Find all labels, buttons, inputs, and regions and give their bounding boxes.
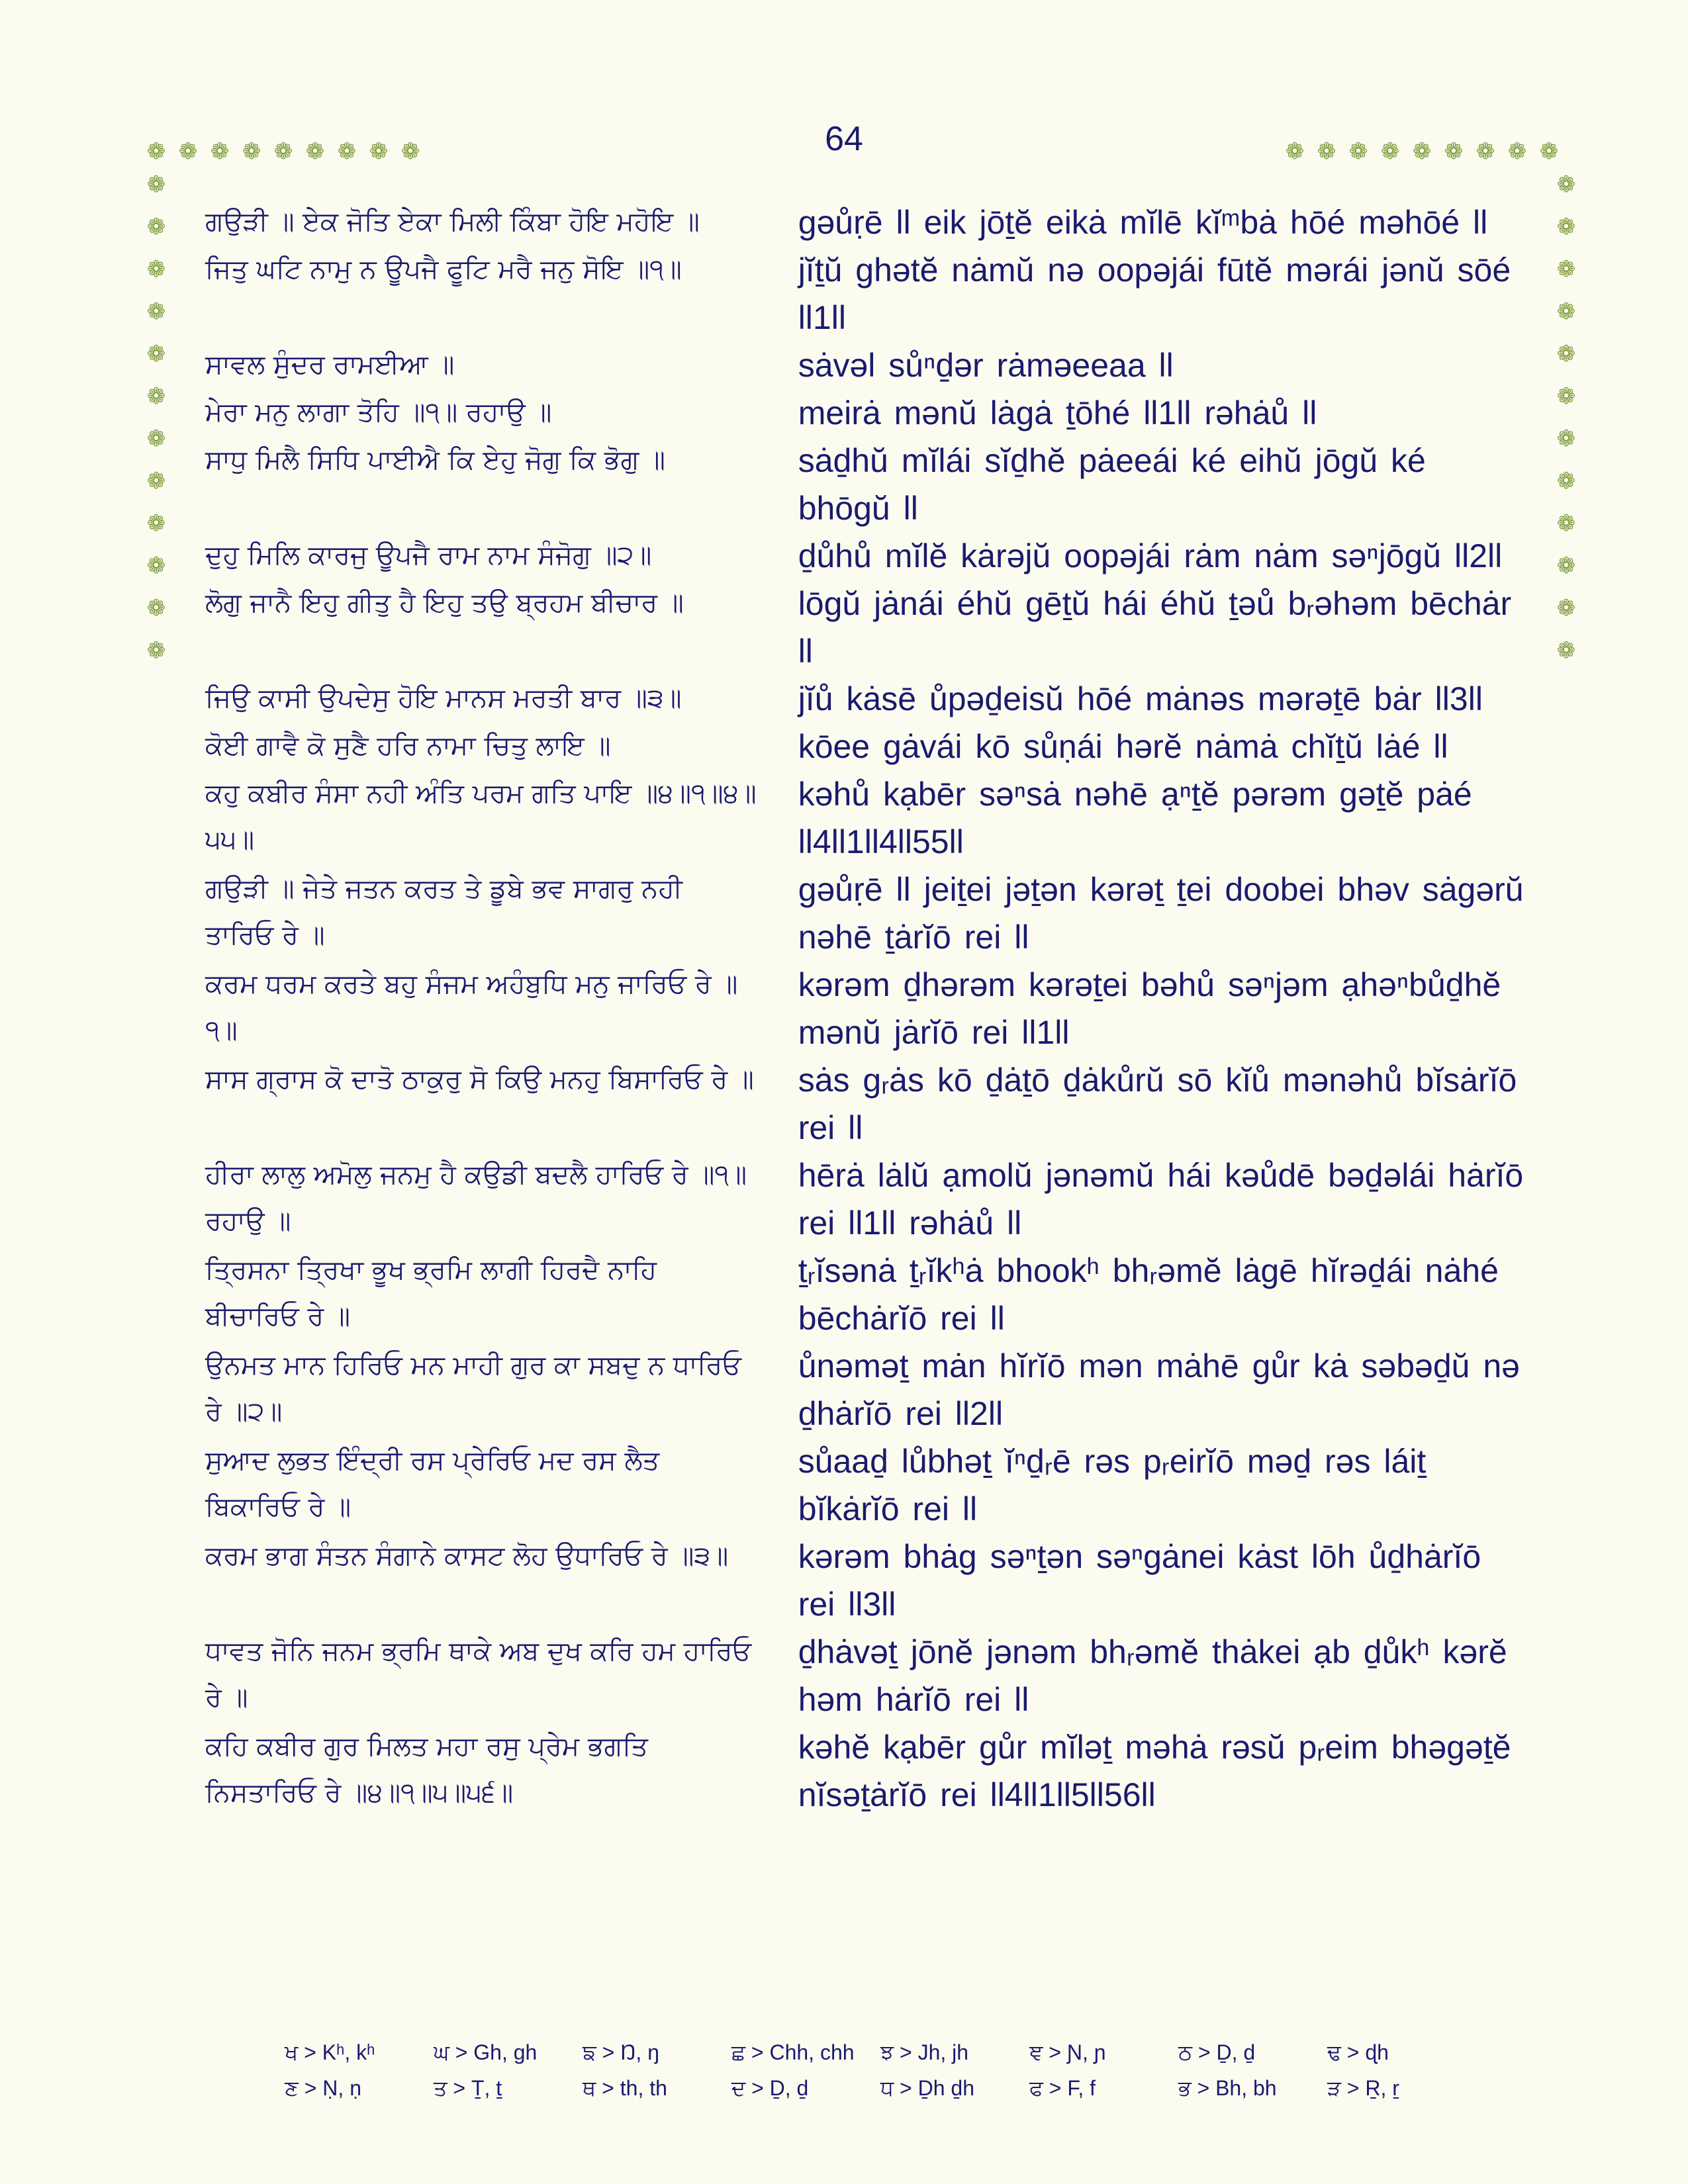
flower-ornament-icon: ❁ bbox=[273, 139, 293, 164]
legend-item: ਙ > Ŋ, ŋ bbox=[583, 2040, 659, 2064]
transliteration-line: lōgŭ jȧnái éhŭ gēṯŭ hái éhŭ ṯəů bᵣəhəm bēchȧr ll bbox=[798, 585, 1512, 670]
transliteration-line: kəhĕ kạbēr gůr mĭləṯ məhȧ rəsŭ pᵣeim bhəgəṯĕ nĭsəṯȧrĭō rei ll4ll1ll5ll56ll bbox=[798, 1729, 1511, 1813]
flower-ornament-icon: ❁ bbox=[337, 139, 357, 164]
flower-ornament-icon: ❁ bbox=[146, 139, 166, 164]
transliteration-line: sȧs gᵣȧs kō ḏȧṯō ḏȧkůrŭ sō kĭů mənəhů bĭsȧrĭō rei ll bbox=[798, 1062, 1517, 1146]
gurmukhi-line: ਮੇਰਾ ਮਨੁ ਲਾਗਾ ਤੋਹਿ ॥੧॥ ਰਹਾਉ ॥ bbox=[205, 397, 552, 428]
flower-ornament-icon: ❁ bbox=[1285, 139, 1305, 164]
verse-row bbox=[205, 1152, 1529, 1247]
legend-item: ਞ > Ɲ, ɲ bbox=[1029, 2040, 1106, 2064]
transliteration-line: kəhů kạbēr səⁿsȧ nəhē ạⁿṯĕ pərəm gəṯĕ pȧé ll4ll1ll4ll55ll bbox=[798, 776, 1472, 860]
flower-ornament-icon: ❁ bbox=[1556, 426, 1576, 451]
verse-row bbox=[205, 961, 1529, 1056]
flower-ornament-icon: ❁ bbox=[210, 139, 230, 164]
verse-row bbox=[205, 1342, 1529, 1437]
page-number: 64 bbox=[825, 120, 863, 158]
transliteration-line: kərəm bhȧg səⁿṯən səⁿgȧnei kȧst lōh ůḏhȧrĭō rei ll3ll bbox=[798, 1538, 1481, 1623]
flower-ornament-icon: ❁ bbox=[1317, 139, 1336, 164]
flower-ornament-icon: ❁ bbox=[369, 139, 389, 164]
transliteration-legend bbox=[285, 2035, 1476, 2107]
legend-item: ਠ > Ḏ, ḏ bbox=[1178, 2040, 1256, 2064]
legend-item: ਥ > th, th bbox=[583, 2076, 667, 2100]
flower-ornament-icon: ❁ bbox=[146, 384, 166, 409]
flower-ornament-icon: ❁ bbox=[1556, 511, 1576, 536]
verse-row bbox=[205, 341, 1529, 389]
flower-ornament-icon: ❁ bbox=[146, 469, 166, 494]
verse-row bbox=[205, 675, 1529, 723]
verse-row bbox=[205, 1056, 1529, 1152]
flower-ornament-icon: ❁ bbox=[146, 426, 166, 451]
legend-item: ਤ > Ṯ, ṯ bbox=[434, 2076, 502, 2100]
gurmukhi-line: ਜਿਤੁ ਘਟਿ ਨਾਮੁ ਨ ਊਪਜੈ ਫੂਟਿ ਮਰੈ ਜਨੁ ਸੋਇ ॥੧॥ bbox=[205, 254, 682, 285]
verse-row bbox=[205, 532, 1529, 580]
gurmukhi-line: ਲੋਗੁ ਜਾਨੈ ਇਹੁ ਗੀਤੁ ਹੈ ਇਹੁ ਤਉ ਬ੍ਰਹਮ ਬੀਚਾਰ ॥ bbox=[205, 588, 684, 618]
flower-ornament-icon: ❁ bbox=[400, 139, 420, 164]
verse-row bbox=[205, 389, 1529, 437]
gurmukhi-line: ਧਾਵਤ ਜੋਨਿ ਜਨਮ ਭ੍ਰਮਿ ਥਾਕੇ ਅਬ ਦੁਖ ਕਰਿ ਹਮ ਹਾਰਿਓ ਰੇ ॥ bbox=[205, 1636, 752, 1713]
transliteration-line: kərəm ḏhərəm kərəṯei bəhů səⁿjəm ạhəⁿbůḏhĕ mənŭ jȧrĭō rei ll1ll bbox=[798, 966, 1501, 1051]
flower-ornament-icon: ❁ bbox=[1556, 596, 1576, 621]
flower-ornament-icon: ❁ bbox=[146, 257, 166, 282]
legend-item: ਭ > Bh, bh bbox=[1178, 2076, 1277, 2100]
transliteration-line: ḏhȧvəṯ jōnĕ jənəm bhᵣəmĕ thȧkei ạb ḏůkʰ kərĕ həm hȧrĭō rei ll bbox=[798, 1633, 1507, 1718]
verse-row bbox=[205, 723, 1529, 770]
transliteration-line: gəůṛē ll eik jōṯĕ eikȧ mĭlē kĭᵐbȧ hōé məhōé ll bbox=[798, 204, 1488, 241]
left-ornament bbox=[142, 171, 170, 679]
top-right-ornament bbox=[1281, 138, 1567, 165]
transliteration-line: ůnəməṯ mȧn hĭrĭō mən mȧhē gůr kȧ səbəḏŭ nə ḏhȧrĭō rei ll2ll bbox=[798, 1347, 1520, 1432]
flower-ornament-icon: ❁ bbox=[1380, 139, 1400, 164]
gurmukhi-line: ਕਹੁ ਕਬੀਰ ਸੰਸਾ ਨਹੀ ਅੰਤਿ ਪਰਮ ਗਤਿ ਪਾਇ ॥੪॥੧॥੪॥੫੫॥ bbox=[205, 778, 757, 855]
flower-ornament-icon: ❁ bbox=[146, 596, 166, 621]
transliteration-line: sȧvəl sůⁿḏər rȧməeeaa ll bbox=[798, 347, 1174, 384]
transliteration-line: jĭṯŭ ghətĕ nȧmŭ nə oopəjái fūtĕ mərái jənŭ sōé ll1ll bbox=[798, 251, 1511, 336]
verse-row bbox=[205, 866, 1529, 961]
verse-row bbox=[205, 1533, 1529, 1628]
flower-ornament-icon: ❁ bbox=[1556, 257, 1576, 282]
flower-ornament-icon: ❁ bbox=[1348, 139, 1368, 164]
gurmukhi-line: ਹੀਰਾ ਲਾਲੁ ਅਮੋਲੁ ਜਨਮੁ ਹੈ ਕਉਡੀ ਬਦਲੈ ਹਾਰਿਓ ਰੇ ॥੧॥ ਰਹਾਉ ॥ bbox=[205, 1160, 747, 1236]
verse-row bbox=[205, 1628, 1529, 1723]
flower-ornament-icon: ❁ bbox=[1539, 139, 1559, 164]
legend-item: ਘ > Gh, gh bbox=[434, 2040, 538, 2064]
transliteration-line: jĭů kȧsē ůpəḏeisŭ hōé mȧnəs mərəṯē bȧr ll3ll bbox=[798, 680, 1483, 717]
flower-ornament-icon: ❁ bbox=[178, 139, 198, 164]
flower-ornament-icon: ❁ bbox=[1556, 553, 1576, 578]
legend-item: ਫ > F, f bbox=[1029, 2076, 1096, 2100]
flower-ornament-icon: ❁ bbox=[1556, 214, 1576, 240]
verse-row bbox=[205, 1247, 1529, 1342]
gurmukhi-line: ਸੁਆਦ ਲੁਭਤ ਇੰਦ੍ਰੀ ਰਸ ਪ੍ਰੇਰਿਓ ਮਦ ਰਸ ਲੈਤ ਬਿਕਾਰਿਓ ਰੇ ॥ bbox=[205, 1445, 660, 1522]
gurmukhi-line: ਗਉੜੀ ॥ ਜੇਤੇ ਜਤਨ ਕਰਤ ਤੇ ਡੂਬੇ ਭਵ ਸਾਗਰੁ ਨਹੀ ਤਾਰਿਓ ਰੇ ॥ bbox=[205, 874, 682, 950]
flower-ornament-icon: ❁ bbox=[146, 172, 166, 197]
flower-ornament-icon: ❁ bbox=[1556, 172, 1576, 197]
transliteration-line: sȧḏhŭ mĭlái sĭḏhĕ pȧeeái ké eihŭ jōgŭ ké bhōgŭ ll bbox=[798, 442, 1426, 527]
gurmukhi-line: ਦੁਹੁ ਮਿਲਿ ਕਾਰਜੁ ਊਪਜੈ ਰਾਮ ਨਾਮ ਸੰਜੋਗੁ ॥੨॥ bbox=[205, 540, 652, 570]
legend-row bbox=[285, 2035, 1476, 2071]
gurmukhi-line: ਕਰਮ ਧਰਮ ਕਰਤੇ ਬਹੁ ਸੰਜਮ ਅਹੰਬੁਧਿ ਮਨੁ ਜਾਰਿਓ ਰੇ ॥੧॥ bbox=[205, 969, 738, 1046]
transliteration-line: hērȧ lȧlŭ ạmolŭ jənəmŭ hái kəůdē bəḏəlái hȧrĭō rei ll1ll rəhȧů ll bbox=[798, 1157, 1524, 1242]
verses bbox=[205, 199, 1529, 1819]
flower-ornament-icon: ❁ bbox=[146, 299, 166, 324]
gurmukhi-line: ਸਾਧੁ ਮਿਲੈ ਸਿਧਿ ਪਾਈਐ ਕਿ ਏਹੁ ਜੋਗੁ ਕਿ ਭੋਗੁ ॥ bbox=[205, 445, 665, 475]
verse-row bbox=[205, 1723, 1529, 1819]
flower-ornament-icon: ❁ bbox=[1507, 139, 1527, 164]
legend-item: ੜ > Ṟ, ṟ bbox=[1327, 2076, 1399, 2100]
gurmukhi-line: ਕਹਿ ਕਬੀਰ ਗੁਰ ਮਿਲਤ ਮਹਾ ਰਸੁ ਪ੍ਰੇਮ ਭਗਤਿ ਨਿਸਤਾਰਿਓ ਰੇ ॥੪॥੧॥੫॥੫੬॥ bbox=[205, 1731, 648, 1808]
verse-row bbox=[205, 199, 1529, 246]
flower-ornament-icon: ❁ bbox=[1556, 638, 1576, 663]
legend-item: ਖ > Kʰ, kʰ bbox=[285, 2040, 375, 2064]
transliteration-line: meirȧ mənŭ lȧgȧ ṯōhé ll1ll rəhȧů ll bbox=[798, 394, 1317, 432]
verse-row bbox=[205, 770, 1529, 866]
legend-item: ਦ > Ḏ, ḏ bbox=[731, 2076, 809, 2100]
flower-ornament-icon: ❁ bbox=[146, 553, 166, 578]
flower-ornament-icon: ❁ bbox=[1556, 341, 1576, 367]
verse-row bbox=[205, 437, 1529, 532]
gurmukhi-line: ਤ੍ਰਿਸਨਾ ਤ੍ਰਿਖਾ ਭੂਖ ਭ੍ਰਮਿ ਲਾਗੀ ਹਿਰਦੈ ਨਾਹਿ ਬੀਚਾਰਿਓ ਰੇ ॥ bbox=[205, 1255, 657, 1332]
flower-ornament-icon: ❁ bbox=[1556, 299, 1576, 324]
flower-ornament-icon: ❁ bbox=[1556, 384, 1576, 409]
right-ornament bbox=[1552, 171, 1580, 679]
flower-ornament-icon: ❁ bbox=[1412, 139, 1432, 164]
transliteration-line: gəůṛē ll jeiṯei jəṯən kərəṯ ṯei doobei bhəv sȧgərŭ nəhē ṯȧrĭō rei ll bbox=[798, 871, 1524, 956]
flower-ornament-icon: ❁ bbox=[242, 139, 261, 164]
flower-ornament-icon: ❁ bbox=[146, 341, 166, 367]
top-left-ornament bbox=[142, 138, 428, 165]
flower-ornament-icon: ❁ bbox=[305, 139, 325, 164]
flower-ornament-icon: ❁ bbox=[1476, 139, 1495, 164]
legend-row bbox=[285, 2071, 1476, 2107]
gurmukhi-line: ਉਨਮਤ ਮਾਨ ਹਿਰਿਓ ਮਨ ਮਾਹੀ ਗੁਰ ਕਾ ਸਬਦੁ ਨ ਧਾਰਿਓ ਰੇ ॥੨॥ bbox=[205, 1350, 741, 1427]
gurmukhi-line: ਸਾਵਲ ਸੁੰਦਰ ਰਾਮਈਆ ॥ bbox=[205, 349, 455, 380]
gurmukhi-line: ਕੋਈ ਗਾਵੈ ਕੋ ਸੁਣੈ ਹਰਿ ਨਾਮਾ ਚਿਤੁ ਲਾਇ ॥ bbox=[205, 731, 611, 761]
flower-ornament-icon: ❁ bbox=[1444, 139, 1464, 164]
flower-ornament-icon: ❁ bbox=[146, 511, 166, 536]
gurmukhi-line: ਸਾਸ ਗ੍ਰਾਸ ਕੋ ਦਾਤੋ ਠਾਕੁਰੁ ਸੋ ਕਿਉ ਮਨਹੁ ਬਿਸਾਰਿਓ ਰੇ ॥ bbox=[205, 1064, 754, 1095]
legend-item: ਛ > Chh, chh bbox=[731, 2040, 855, 2064]
legend-item: ਧ > Ḏh ḏh bbox=[880, 2076, 975, 2100]
transliteration-line: kōee gȧvái kō sůṇái hərĕ nȧmȧ chĭṯŭ lȧé ll bbox=[798, 728, 1448, 765]
gurmukhi-line: ਜਿਉ ਕਾਸੀ ਉਪਦੇਸੁ ਹੋਇ ਮਾਨਸ ਮਰਤੀ ਬਾਰ ॥੩॥ bbox=[205, 683, 682, 713]
transliteration-line: sůaaḏ lůbhəṯ ĭⁿḏᵣē rəs pᵣeirĭō məḏ rəs láiṯ bĭkȧrĭō rei ll bbox=[798, 1443, 1427, 1527]
legend-item: ਝ > Jh, jh bbox=[880, 2040, 969, 2064]
legend-item: ਣ > Ṇ, ṇ bbox=[285, 2076, 361, 2100]
gurmukhi-line: ਗਉੜੀ ॥ ਏਕ ਜੋਤਿ ਏਕਾ ਮਿਲੀ ਕਿੰਬਾ ਹੋਇ ਮਹੋਇ ॥ bbox=[205, 206, 700, 237]
verse-row bbox=[205, 246, 1529, 341]
legend-item: ਢ > ɖh bbox=[1327, 2040, 1389, 2064]
transliteration-line: ṯᵣĭsənȧ ṯᵣĭkʰȧ bhookʰ bhᵣəmĕ lȧgē hĭrəḏái nȧhé bēchȧrĭō rei ll bbox=[798, 1252, 1499, 1337]
verse-row bbox=[205, 580, 1529, 675]
flower-ornament-icon: ❁ bbox=[1556, 469, 1576, 494]
flower-ornament-icon: ❁ bbox=[146, 214, 166, 240]
verse-row bbox=[205, 1437, 1529, 1533]
transliteration-line: ḏůhů mĭlĕ kȧrəjŭ oopəjái rȧm nȧm səⁿjōgŭ ll2ll bbox=[798, 537, 1503, 574]
gurmukhi-line: ਕਰਮ ਭਾਗ ਸੰਤਨ ਸੰਗਾਨੇ ਕਾਸਟ ਲੋਹ ਉਧਾਰਿਓ ਰੇ ॥੩॥ bbox=[205, 1541, 729, 1571]
flower-ornament-icon: ❁ bbox=[146, 638, 166, 663]
